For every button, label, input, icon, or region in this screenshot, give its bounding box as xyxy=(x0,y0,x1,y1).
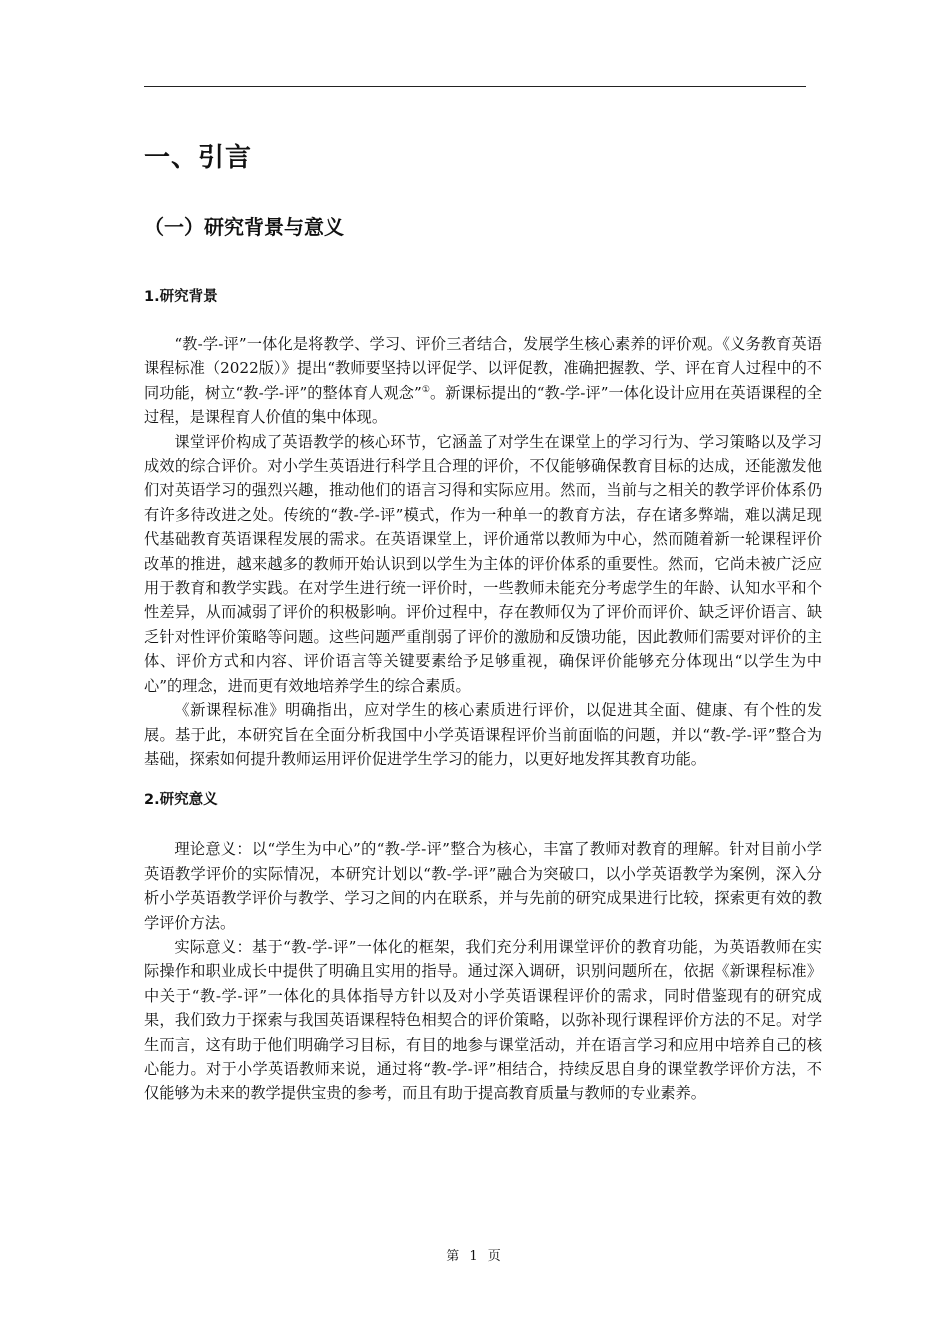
subsection-heading-significance: 2.研究意义 xyxy=(144,792,218,809)
chapter-heading: 一、引言 xyxy=(144,143,253,173)
significance-paragraphs xyxy=(144,837,822,1105)
page-content xyxy=(144,138,822,1106)
paragraph-text: 。新课标提出的“教-学-评”一体化设计应用在英语课程的全过程，是课程育人价值的集中体现。 xyxy=(144,383,822,427)
paragraph: 实际意义：基于“教-学-评”一体化的框架，我们充分利用课堂评价的教育功能，为英语教师在实际操作和职业成长中提供了明确且实用的指导。通过深入调研，识别问题所在，依据《新课程标准》中关于“教-学-评”一体化的具体指导方针以及对小学英语课程评价的需求，同时借鉴现有的研究成果，我们致力于探索与我国英语课程特色相契合的评价策略，以弥补现行课程评价方法的不足。对学生而言，这有助于他们明确学习目标，有目的地参与课堂活动，并在语言学习和应用中培养自己的核心能力。对于小学英语教师来说，通过将“教-学-评”相结合，持续反思自身的课堂教学评价方法，不仅能够为未来的教学提供宝贵的参考，而且有助于提高教育质量与教师的专业素养。 xyxy=(144,937,822,1103)
paragraph: 《新课程标准》明确指出，应对学生的核心素质进行评价，以促进其全面、健康、有个性的发展。基于此，本研究旨在全面分析我国中小学英语课程评价当前面临的问题，并以“教-学-评”整合为基础，探索如何提升教师运用评价促进学生学习的能力，以更好地发挥其教育功能。 xyxy=(144,701,822,768)
footnote-marker: ① xyxy=(421,384,431,395)
section-heading: （一）研究背景与意义 xyxy=(144,215,344,239)
header-rule xyxy=(144,86,806,87)
paragraph xyxy=(144,332,822,430)
paragraph: 理论意义：以“学生为中心”的“教-学-评”整合为核心，丰富了教师对教育的理解。针对目前小学英语教学评价的实际情况，本研究计划以“教-学-评”融合为突破口，以小学英语教学为案例，深入分析小学英语教学评价与教学、学习之间的内在联系，并与先前的研究成果进行比较，探索更有效的教学评价方法。 xyxy=(144,840,822,932)
subsection-heading-background: 1.研究背景 xyxy=(144,289,218,305)
page-number: 第 1 页 xyxy=(446,1249,504,1264)
background-paragraphs xyxy=(144,332,822,771)
paragraph-text: “教-学-评”一体化是将教学、学习、评价三者结合，发展学生核心素养的评价观。《义务教育英语课程标准（2022版）》提出“教师要坚持以评促学、以评促教，准确把握教、学、评在育人过程中的不同功能，树立“教-学-评”的整体育人观念” xyxy=(144,335,822,402)
paragraph: 课堂评价构成了英语教学的核心环节，它涵盖了对学生在课堂上的学习行为、学习策略以及学习成效的综合评价。对小学生英语进行科学且合理的评价，不仅能够确保教育目标的达成，还能激发他们对英语学习的强烈兴趣，推动他们的语言习得和实际应用。然而，当前与之相关的教学评价体系仍有许多待改进之处。传统的“教-学-评”模式，作为一种单一的教育方法，存在诸多弊端，难以满足现代基础教育英语课程发展的需求。在英语课堂上，评价通常以教师为中心，然而随着新一轮课程评价改革的推进，越来越多的教师开始认识到以学生为主体的评价体系的重要性。然而，它尚未被广泛应用于教育和教学实践。在对学生进行统一评价时，一些教师未能充分考虑学生的年龄、认知水平和个性差异，从而减弱了评价的积极影响。评价过程中，存在教师仅为了评价而评价、缺乏评价语言、缺乏针对性评价策略等问题。这些问题严重削弱了评价的激励和反馈功能，因此教师们需要对评价的主体、评价方式和内容、评价语言等关键要素给予足够重视，确保评价能够充分体现出“以学生为中心”的理念，进而更有效地培养学生的综合素质。 xyxy=(144,432,822,695)
